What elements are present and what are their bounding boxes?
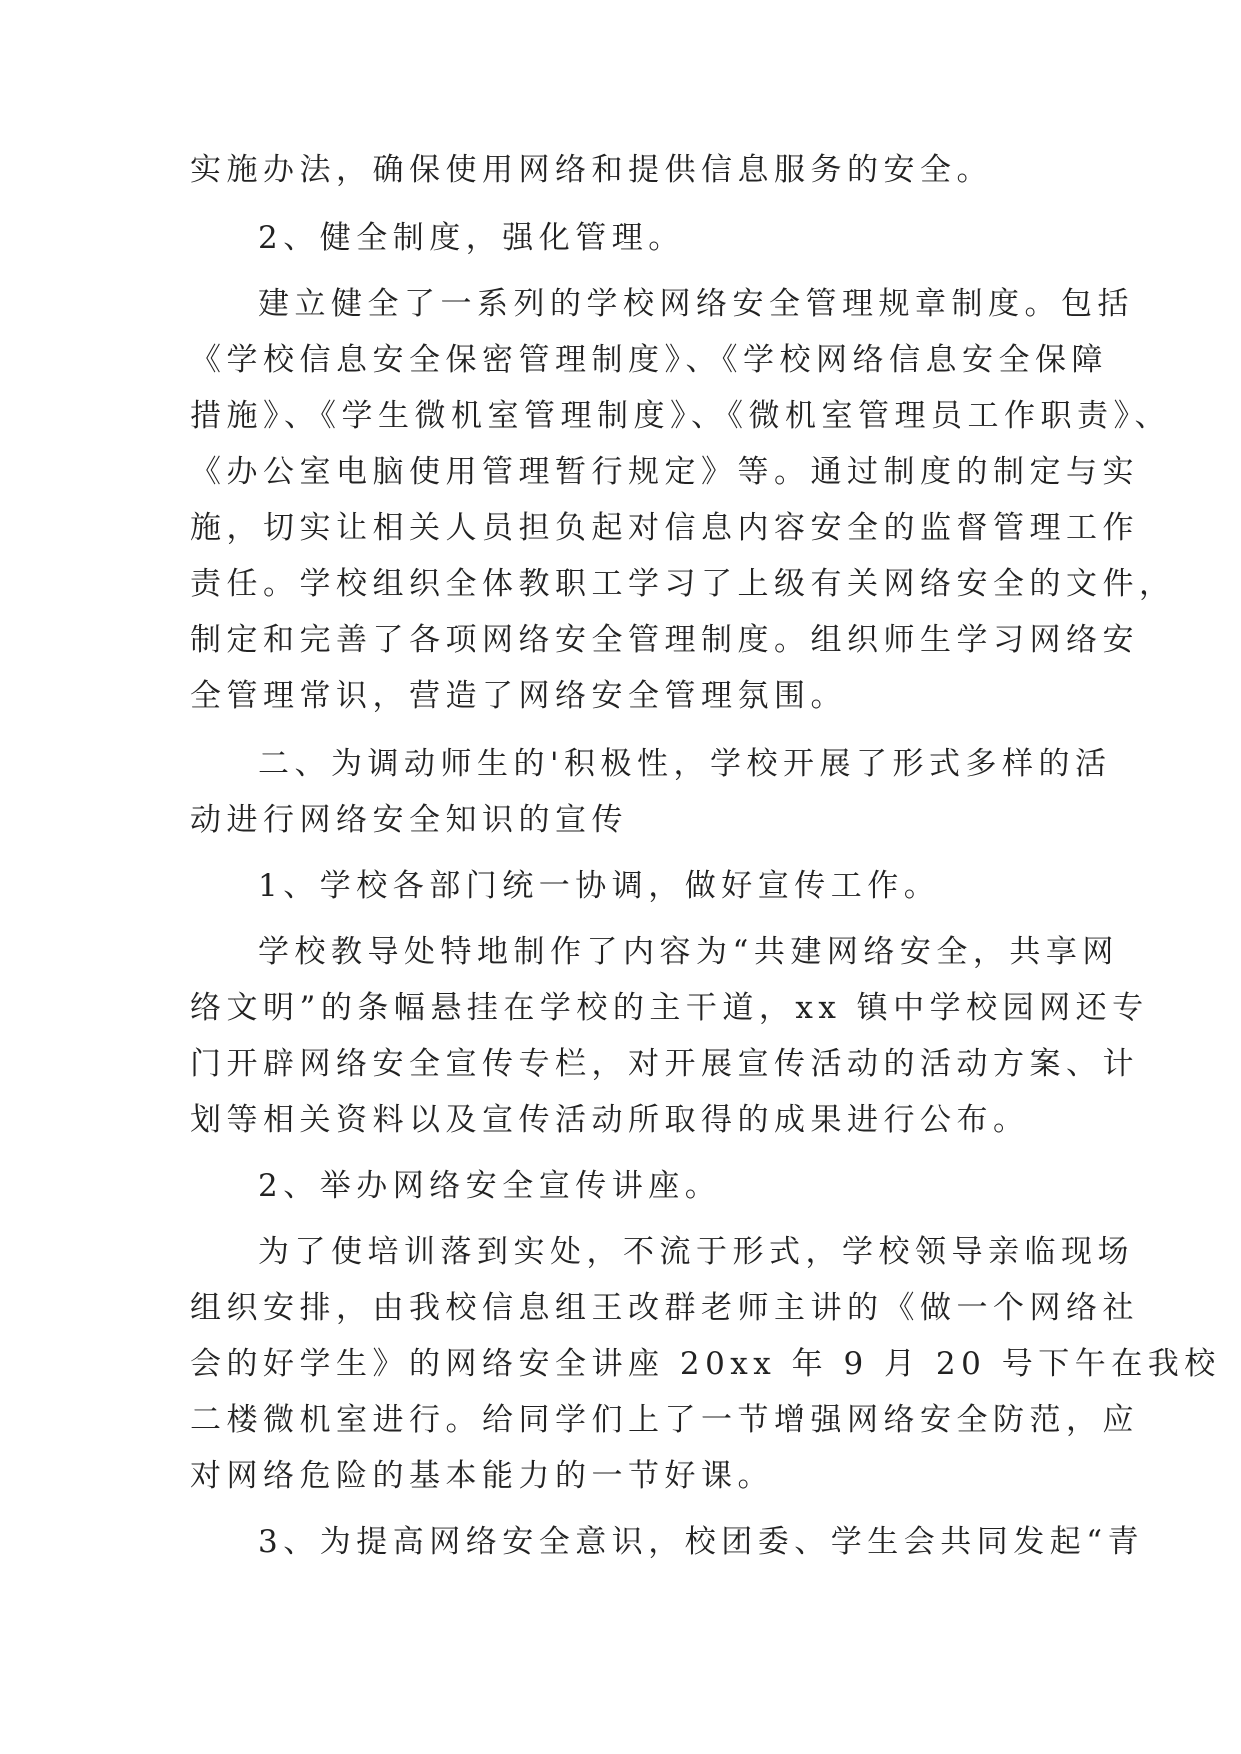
text-line: 实施办法，确保使用网络和提供信息服务的安全。: [190, 152, 993, 188]
text-line: 二、为调动师生的'积极性，学校开展了形式多样的活: [258, 746, 1112, 782]
text-line: 组织安排，由我校信息组王改群老师主讲的《做一个网络社: [190, 1290, 1139, 1326]
text-line: 动进行网络安全知识的宣传: [190, 802, 628, 838]
text-line: 3、为提高网络安全意识，校团委、学生会共同发起“青: [258, 1524, 1145, 1560]
text-line: 门开辟网络安全宣传专栏，对开展宣传活动的活动方案、计: [190, 1046, 1139, 1082]
text-line: 学校教导处特地制作了内容为“共建网络安全，共享网: [258, 934, 1119, 970]
text-line: 措施》、《学生微机室管理制度》、《微机室管理员工作职责》、: [190, 398, 1171, 434]
text-line: 制定和完善了各项网络安全管理制度。组织师生学习网络安: [190, 622, 1139, 658]
text-line: 对网络危险的基本能力的一节好课。: [190, 1458, 774, 1494]
text-line: 络文明”的条幅悬挂在学校的主干道，xx 镇中学校园网还专: [190, 990, 1149, 1026]
text-line: 1、学校各部门统一协调，做好宣传工作。: [258, 868, 941, 904]
text-line: 全管理常识，营造了网络安全管理氛围。: [190, 678, 847, 714]
text-line: 划等相关资料以及宣传活动所取得的成果进行公布。: [190, 1102, 1030, 1138]
text-line: 会的好学生》的网络安全讲座 20xx 年 9 月 20 号下午在我校: [190, 1346, 1221, 1382]
text-line: 建立健全了一系列的学校网络安全管理规章制度。包括: [258, 286, 1134, 322]
text-line: 施，切实让相关人员担负起对信息内容安全的监督管理工作: [190, 510, 1139, 546]
text-line: 为了使培训落到实处，不流于形式，学校领导亲临现场: [258, 1234, 1134, 1270]
text-line: 《学校信息安全保密管理制度》、《学校网络信息安全保障: [190, 342, 1108, 378]
text-line: 2、健全制度，强化管理。: [258, 220, 685, 256]
text-line: 责任。学校组织全体教职工学习了上级有关网络安全的文件，: [190, 566, 1176, 602]
text-line: 二楼微机室进行。给同学们上了一节增强网络安全防范，应: [190, 1402, 1139, 1438]
text-line: 2、举办网络安全宣传讲座。: [258, 1168, 722, 1204]
text-line: 《办公室电脑使用管理暂行规定》等。通过制度的制定与实: [190, 454, 1139, 490]
